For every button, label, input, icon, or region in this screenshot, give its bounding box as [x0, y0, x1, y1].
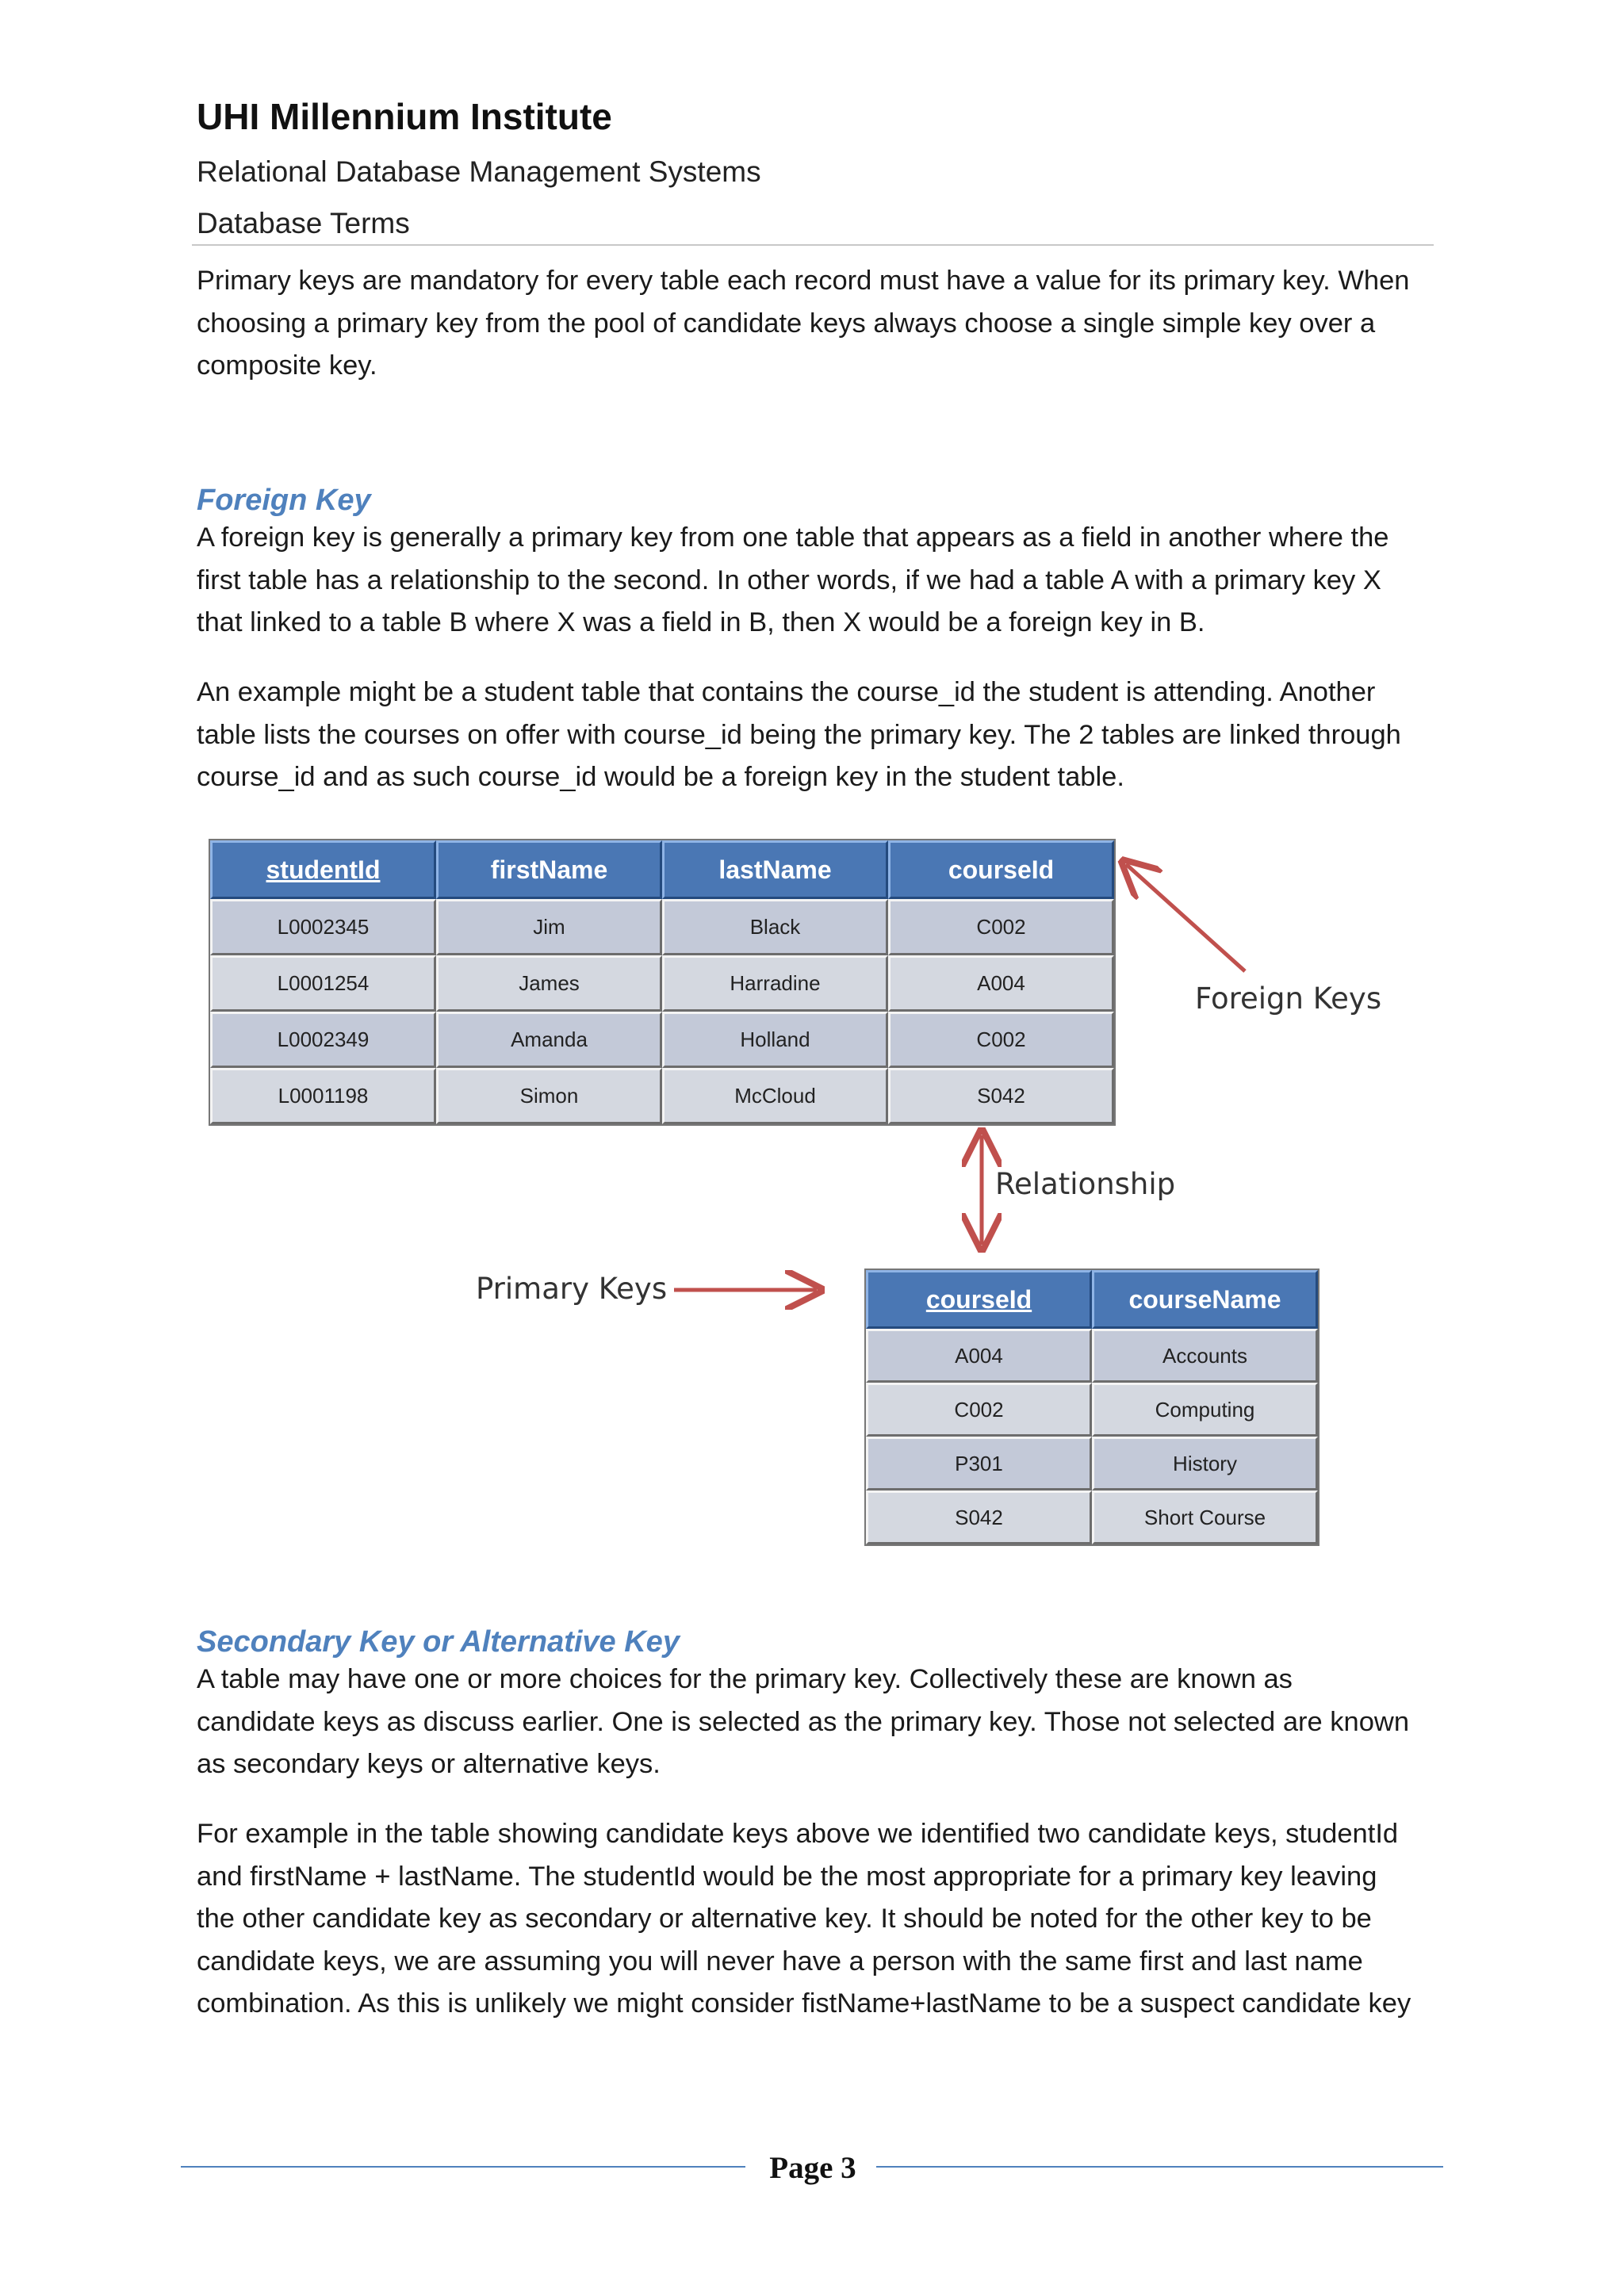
table-cell: A004 [888, 955, 1114, 1012]
paragraph-line: candidate keys, we are assuming you will never have a person with the same first and last name [197, 1946, 1363, 1976]
table-cell: C002 [888, 1012, 1114, 1068]
paragraph-line: and firstName + lastName. The studentId would be the most appropriate for a primary key leaving [197, 1861, 1377, 1892]
course-subtitle: Relational Database Management Systems [197, 155, 761, 188]
relationship-label: Relationship [995, 1167, 1176, 1201]
paragraph-line: A table may have one or more choices for the primary key. Collectively these are known as [197, 1664, 1293, 1694]
table-cell: L0001198 [210, 1068, 436, 1124]
paragraph-line: the other candidate key as secondary or alternative key. It should be noted for the other key to be [197, 1904, 1372, 1934]
paragraph-line: candidate keys as discuss earlier. One is selected as the primary key. Those not selected are known [197, 1706, 1410, 1737]
paragraph-line: first table has a relationship to the second. In other words, if we had a table A with a primary key X [197, 564, 1381, 595]
column-header-firstname: firstName [436, 840, 662, 899]
column-header-lastname: lastName [662, 840, 888, 899]
table-cell: Computing [1092, 1383, 1318, 1437]
table-cell: Short Course [1092, 1490, 1318, 1544]
table-cell: Simon [436, 1068, 662, 1124]
paragraph-line: choosing a primary key from the pool of candidate keys always choose a single simple key over a [197, 308, 1376, 339]
footer-rule-left [181, 2166, 745, 2168]
paragraph-line: combination. As this is unlikely we might consider fistName+lastName to be a suspect candidate key [197, 1988, 1411, 2019]
institute-title: UHI Millennium Institute [197, 96, 612, 137]
table-cell: C002 [888, 899, 1114, 955]
secondary-key-paragraph-1 [197, 1659, 1442, 1786]
footer-rule-right [876, 2166, 1443, 2168]
page-number: Page 3 [769, 2151, 856, 2185]
table-cell: Amanda [436, 1012, 662, 1068]
section-subtitle: Database Terms [197, 207, 410, 239]
secondary-key-paragraph-2 [197, 1813, 1442, 2026]
foreign-keys-label: Foreign Keys [1195, 982, 1382, 1016]
column-header-courseid: courseId [888, 840, 1114, 899]
table-cell: History [1092, 1437, 1318, 1490]
table-cell: Holland [662, 1012, 888, 1068]
table-cell: A004 [866, 1329, 1092, 1383]
paragraph-line: course_id and as such course_id would be a foreign key in the student table. [197, 762, 1124, 792]
table-cell: McCloud [662, 1068, 888, 1124]
paragraph-line: An example might be a student table that contains the course_id the student is attending. Another [197, 677, 1376, 707]
column-header-studentid: studentId [210, 840, 436, 899]
paragraph-line: composite key. [197, 350, 377, 381]
secondary-key-heading: Secondary Key or Alternative Key [197, 1625, 680, 1659]
table-cell: Jim [436, 899, 662, 955]
table-cell: Black [662, 899, 888, 955]
table-cell: S042 [866, 1490, 1092, 1544]
table-cell: L0002345 [210, 899, 436, 955]
paragraph-line: table lists the courses on offer with course_id being the primary key. The 2 tables are linked through [197, 719, 1401, 750]
paragraph-line: that linked to a table B where X was a field in B, then X would be a foreign key in B. [197, 607, 1205, 637]
table-cell: Harradine [662, 955, 888, 1012]
table-cell: James [436, 955, 662, 1012]
paragraph-line: as secondary keys or alternative keys. [197, 1749, 661, 1779]
table-cell: L0001254 [210, 955, 436, 1012]
column-header-courseid: courseId [866, 1270, 1092, 1329]
paragraph-line: For example in the table showing candidate keys above we identified two candidate keys, studentId [197, 1819, 1399, 1849]
table-cell: P301 [866, 1437, 1092, 1490]
paragraph-line: Primary keys are mandatory for every table each record must have a value for its primary key. When [197, 266, 1410, 296]
table-cell: Accounts [1092, 1329, 1318, 1383]
table-cell: C002 [866, 1383, 1092, 1437]
column-header-coursename: courseName [1092, 1270, 1318, 1329]
paragraph-line: A foreign key is generally a primary key from one table that appears as a field in another where the [197, 522, 1389, 553]
primary-keys-label: Primary Keys [476, 1272, 668, 1306]
foreign-keys-arrow [1126, 864, 1245, 971]
table-cell: S042 [888, 1068, 1114, 1124]
foreign-key-heading: Foreign Key [197, 484, 371, 517]
table-cell: L0002349 [210, 1012, 436, 1068]
